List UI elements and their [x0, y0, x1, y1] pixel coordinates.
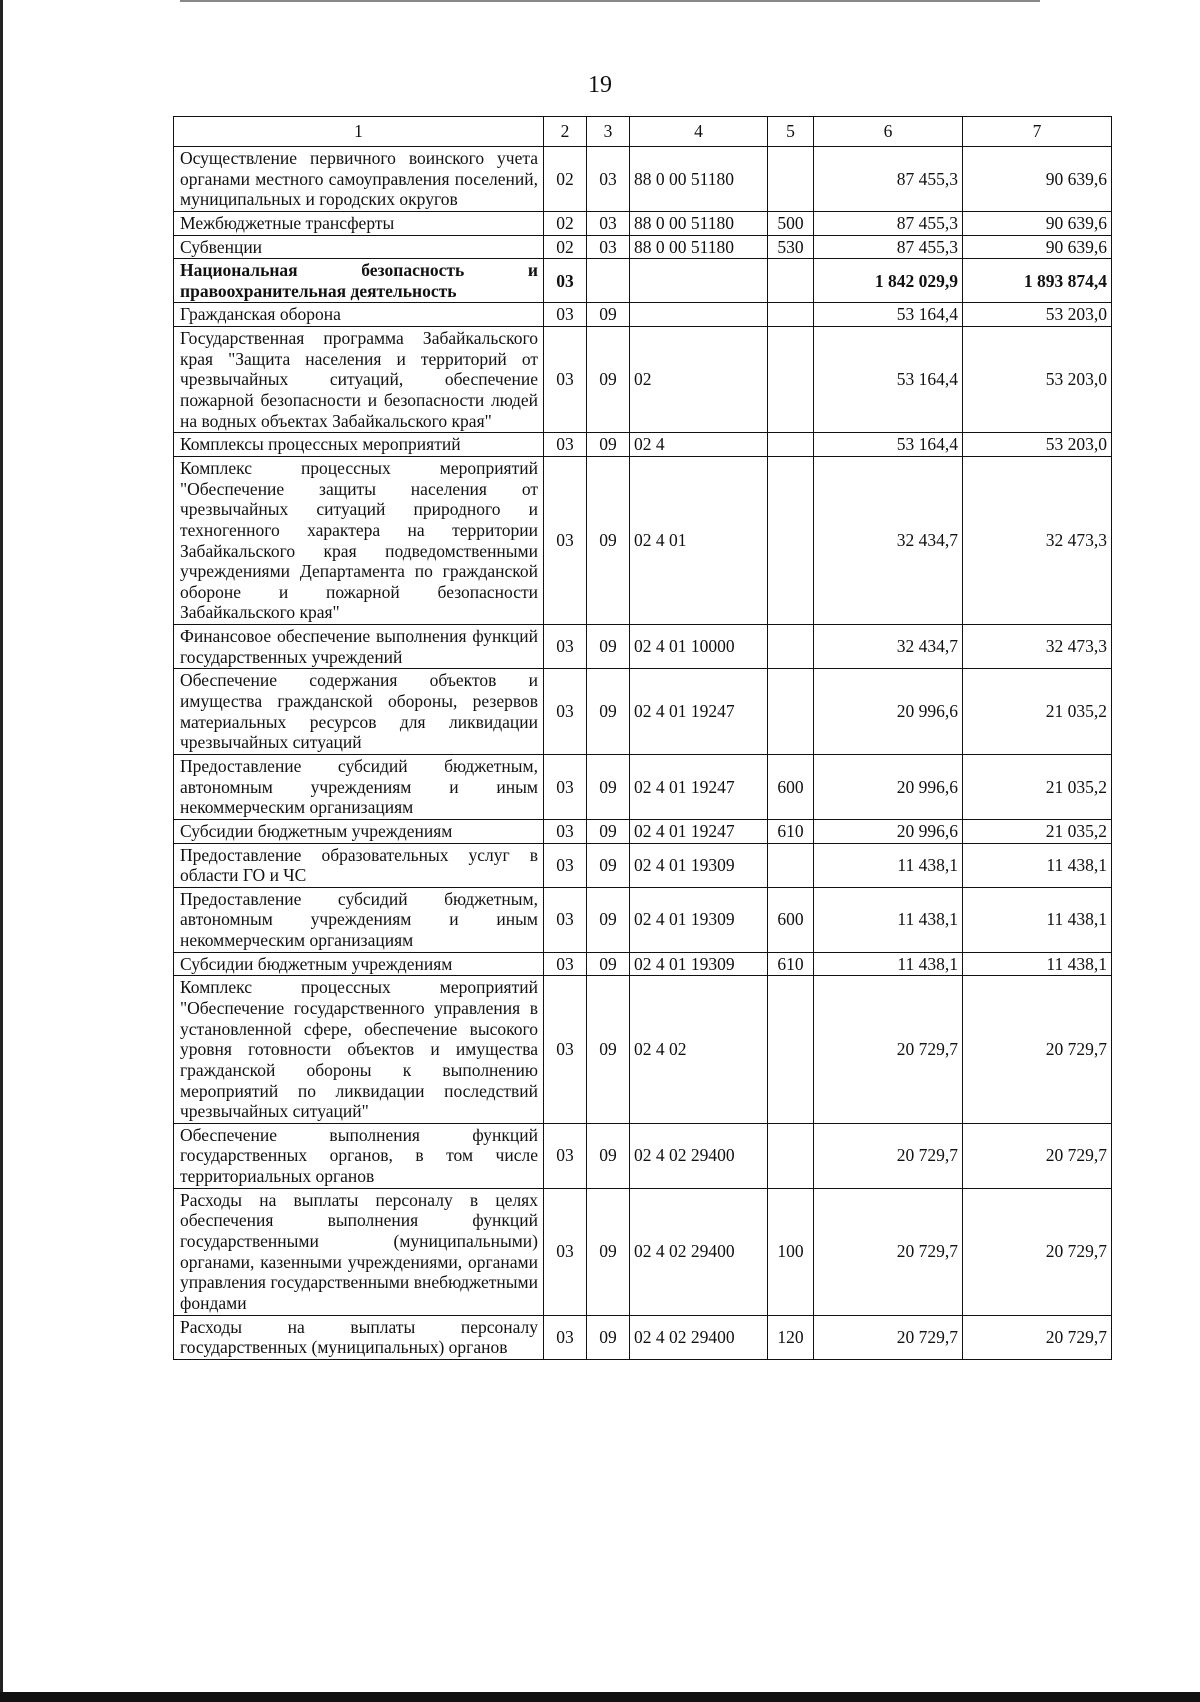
row-subsection-cell: 09 [587, 819, 630, 843]
table-row [174, 819, 1112, 843]
row-expense-type-cell [768, 147, 814, 212]
table-row [174, 211, 1112, 235]
row-target-code-cell: 02 4 01 19309 [630, 952, 768, 976]
table-body [174, 147, 1112, 1360]
row-target-code-cell: 02 4 [630, 433, 768, 457]
row-name-cell: Предоставление образовательных услуг в области ГО и ЧС [174, 843, 544, 887]
row-amount-year1-cell: 11 438,1 [814, 952, 963, 976]
row-subsection-cell: 03 [587, 211, 630, 235]
row-amount-year2-cell: 32 473,3 [963, 625, 1112, 669]
row-target-code-cell [630, 303, 768, 327]
row-subsection-cell [587, 259, 630, 303]
row-amount-year2-cell: 20 729,7 [963, 1315, 1112, 1359]
row-section-cell: 03 [544, 327, 587, 433]
row-section-cell: 02 [544, 235, 587, 259]
row-amount-year2-cell: 53 203,0 [963, 303, 1112, 327]
row-section-cell: 03 [544, 754, 587, 819]
row-name-cell: Гражданская оборона [174, 303, 544, 327]
row-target-code-cell: 02 4 02 29400 [630, 1315, 768, 1359]
scan-edge-top [180, 0, 1040, 2]
row-expense-type-cell: 600 [768, 887, 814, 952]
row-amount-year2-cell: 11 438,1 [963, 843, 1112, 887]
table-row [174, 1315, 1112, 1359]
row-section-cell: 03 [544, 456, 587, 624]
row-expense-type-cell [768, 456, 814, 624]
row-target-code-cell: 02 4 01 19309 [630, 887, 768, 952]
row-target-code-cell: 02 4 01 19309 [630, 843, 768, 887]
row-name-cell: Комплекс процессных мероприятий "Обеспечение защиты населения от чрезвычайных ситуаций природного и техногенного характера на территории Забайкальского края подведомственными учреждениями Департамента по гражданской обороне и пожарной безопасности Забайкальского края" [174, 456, 544, 624]
row-target-code-cell: 02 4 01 19247 [630, 819, 768, 843]
row-amount-year1-cell: 20 996,6 [814, 754, 963, 819]
row-amount-year2-cell: 21 035,2 [963, 819, 1112, 843]
row-amount-year2-cell: 21 035,2 [963, 669, 1112, 755]
row-section-cell: 03 [544, 625, 587, 669]
row-target-code-cell: 88 0 00 51180 [630, 147, 768, 212]
table-row [174, 235, 1112, 259]
table-row [174, 327, 1112, 433]
row-expense-type-cell [768, 1123, 814, 1188]
table-row [174, 259, 1112, 303]
table-row [174, 433, 1112, 457]
table-row [174, 456, 1112, 624]
row-name-cell: Межбюджетные трансферты [174, 211, 544, 235]
row-amount-year2-cell: 90 639,6 [963, 147, 1112, 212]
header-col-1: 1 [174, 117, 544, 147]
table-row [174, 669, 1112, 755]
row-amount-year1-cell: 87 455,3 [814, 235, 963, 259]
header-col-6: 6 [814, 117, 963, 147]
row-expense-type-cell: 530 [768, 235, 814, 259]
row-expense-type-cell [768, 433, 814, 457]
row-subsection-cell: 09 [587, 976, 630, 1123]
header-col-7: 7 [963, 117, 1112, 147]
row-target-code-cell: 02 4 02 29400 [630, 1123, 768, 1188]
row-expense-type-cell: 120 [768, 1315, 814, 1359]
row-expense-type-cell [768, 976, 814, 1123]
row-subsection-cell: 09 [587, 887, 630, 952]
row-amount-year2-cell: 90 639,6 [963, 235, 1112, 259]
table-row [174, 1188, 1112, 1315]
row-amount-year2-cell: 90 639,6 [963, 211, 1112, 235]
header-col-4: 4 [630, 117, 768, 147]
row-name-cell: Обеспечение содержания объектов и имущества гражданской обороны, резервов материальных ресурсов для ликвидации чрезвычайных ситуаций [174, 669, 544, 755]
row-amount-year1-cell: 32 434,7 [814, 625, 963, 669]
row-amount-year2-cell: 21 035,2 [963, 754, 1112, 819]
row-subsection-cell: 09 [587, 303, 630, 327]
row-expense-type-cell [768, 625, 814, 669]
row-amount-year1-cell: 20 729,7 [814, 1123, 963, 1188]
row-name-cell: Комплекс процессных мероприятий "Обеспечение государственного управления в установленной сфере, обеспечение высокого уровня готовности объектов и имущества гражданской обороны к выполнению мероприятий по ликвидации последствий чрезвычайных ситуаций" [174, 976, 544, 1123]
row-subsection-cell: 09 [587, 1188, 630, 1315]
row-target-code-cell: 02 4 01 19247 [630, 754, 768, 819]
row-amount-year1-cell: 87 455,3 [814, 211, 963, 235]
row-section-cell: 03 [544, 976, 587, 1123]
table-row [174, 147, 1112, 212]
row-target-code-cell: 02 4 01 19247 [630, 669, 768, 755]
header-row [174, 117, 1112, 147]
table-row [174, 843, 1112, 887]
row-subsection-cell: 09 [587, 327, 630, 433]
row-section-cell: 02 [544, 147, 587, 212]
row-target-code-cell: 02 [630, 327, 768, 433]
row-amount-year2-cell: 53 203,0 [963, 433, 1112, 457]
row-subsection-cell: 09 [587, 669, 630, 755]
row-target-code-cell: 02 4 02 [630, 976, 768, 1123]
row-section-cell: 02 [544, 211, 587, 235]
row-expense-type-cell: 100 [768, 1188, 814, 1315]
row-amount-year1-cell: 20 996,6 [814, 819, 963, 843]
row-amount-year1-cell: 53 164,4 [814, 327, 963, 433]
row-expense-type-cell: 600 [768, 754, 814, 819]
row-subsection-cell: 09 [587, 843, 630, 887]
row-section-cell: 03 [544, 843, 587, 887]
row-name-cell: Обеспечение выполнения функций государственных органов, в том числе территориальных органов [174, 1123, 544, 1188]
page-number: 19 [588, 72, 612, 98]
row-subsection-cell: 03 [587, 147, 630, 212]
row-name-cell: Осуществление первичного воинского учета органами местного самоуправления поселений, муниципальных и городских округов [174, 147, 544, 212]
header-col-3: 3 [587, 117, 630, 147]
row-amount-year1-cell: 32 434,7 [814, 456, 963, 624]
header-col-2: 2 [544, 117, 587, 147]
table-row [174, 303, 1112, 327]
table-row [174, 952, 1112, 976]
row-name-cell: Расходы на выплаты персоналу в целях обеспечения выполнения функций государственными (муниципальными) органами, казенными учреждениями, органами управления государственными внебюджетными фондами [174, 1188, 544, 1315]
table-row [174, 1123, 1112, 1188]
row-amount-year2-cell: 1 893 874,4 [963, 259, 1112, 303]
row-amount-year1-cell: 11 438,1 [814, 887, 963, 952]
row-section-cell: 03 [544, 303, 587, 327]
row-name-cell: Предоставление субсидий бюджетным, автономным учреждениям и иным некоммерческим организациям [174, 887, 544, 952]
row-amount-year1-cell: 53 164,4 [814, 303, 963, 327]
row-section-cell: 03 [544, 1123, 587, 1188]
row-subsection-cell: 09 [587, 952, 630, 976]
row-name-cell: Финансовое обеспечение выполнения функций государственных учреждений [174, 625, 544, 669]
row-amount-year1-cell: 20 729,7 [814, 1188, 963, 1315]
row-subsection-cell: 09 [587, 754, 630, 819]
row-name-cell: Субвенции [174, 235, 544, 259]
row-amount-year1-cell: 20 729,7 [814, 976, 963, 1123]
row-expense-type-cell [768, 327, 814, 433]
row-subsection-cell: 09 [587, 433, 630, 457]
row-name-cell: Государственная программа Забайкальского края "Защита населения и территорий от чрезвычайных ситуаций, обеспечение пожарной безопасности и безопасности людей на водных объектах Забайкальского края" [174, 327, 544, 433]
row-target-code-cell: 02 4 01 10000 [630, 625, 768, 669]
row-section-cell: 03 [544, 887, 587, 952]
row-amount-year2-cell: 11 438,1 [963, 887, 1112, 952]
row-subsection-cell: 09 [587, 1123, 630, 1188]
row-amount-year1-cell: 11 438,1 [814, 843, 963, 887]
table-row [174, 887, 1112, 952]
row-expense-type-cell [768, 259, 814, 303]
row-name-cell: Национальная безопасность и правоохранительная деятельность [174, 259, 544, 303]
budget-table [173, 116, 1112, 1360]
row-subsection-cell: 03 [587, 235, 630, 259]
header-col-5: 5 [768, 117, 814, 147]
scan-edge-bottom [0, 1692, 1200, 1702]
row-amount-year2-cell: 20 729,7 [963, 1123, 1112, 1188]
row-amount-year1-cell: 87 455,3 [814, 147, 963, 212]
row-target-code-cell: 88 0 00 51180 [630, 235, 768, 259]
row-section-cell: 03 [544, 1188, 587, 1315]
row-name-cell: Субсидии бюджетным учреждениям [174, 952, 544, 976]
row-target-code-cell: 88 0 00 51180 [630, 211, 768, 235]
row-amount-year2-cell: 53 203,0 [963, 327, 1112, 433]
row-expense-type-cell [768, 843, 814, 887]
row-expense-type-cell [768, 669, 814, 755]
row-name-cell: Комплексы процессных мероприятий [174, 433, 544, 457]
row-name-cell: Субсидии бюджетным учреждениям [174, 819, 544, 843]
row-target-code-cell: 02 4 01 [630, 456, 768, 624]
table-row [174, 625, 1112, 669]
row-amount-year1-cell: 1 842 029,9 [814, 259, 963, 303]
row-amount-year1-cell: 20 996,6 [814, 669, 963, 755]
row-subsection-cell: 09 [587, 456, 630, 624]
row-target-code-cell: 02 4 02 29400 [630, 1188, 768, 1315]
row-expense-type-cell: 610 [768, 952, 814, 976]
row-amount-year2-cell: 32 473,3 [963, 456, 1112, 624]
row-subsection-cell: 09 [587, 625, 630, 669]
row-amount-year2-cell: 11 438,1 [963, 952, 1112, 976]
row-expense-type-cell: 610 [768, 819, 814, 843]
row-name-cell: Расходы на выплаты персоналу государственных (муниципальных) органов [174, 1315, 544, 1359]
scan-edge-left [0, 0, 3, 1702]
row-section-cell: 03 [544, 433, 587, 457]
row-section-cell: 03 [544, 1315, 587, 1359]
row-amount-year1-cell: 53 164,4 [814, 433, 963, 457]
row-amount-year2-cell: 20 729,7 [963, 1188, 1112, 1315]
row-expense-type-cell [768, 303, 814, 327]
table-row [174, 754, 1112, 819]
table-row [174, 976, 1112, 1123]
row-section-cell: 03 [544, 259, 587, 303]
row-name-cell: Предоставление субсидий бюджетным, автономным учреждениям и иным некоммерческим организациям [174, 754, 544, 819]
row-amount-year2-cell: 20 729,7 [963, 976, 1112, 1123]
row-amount-year1-cell: 20 729,7 [814, 1315, 963, 1359]
row-expense-type-cell: 500 [768, 211, 814, 235]
row-section-cell: 03 [544, 952, 587, 976]
row-target-code-cell [630, 259, 768, 303]
row-section-cell: 03 [544, 669, 587, 755]
row-section-cell: 03 [544, 819, 587, 843]
row-subsection-cell: 09 [587, 1315, 630, 1359]
